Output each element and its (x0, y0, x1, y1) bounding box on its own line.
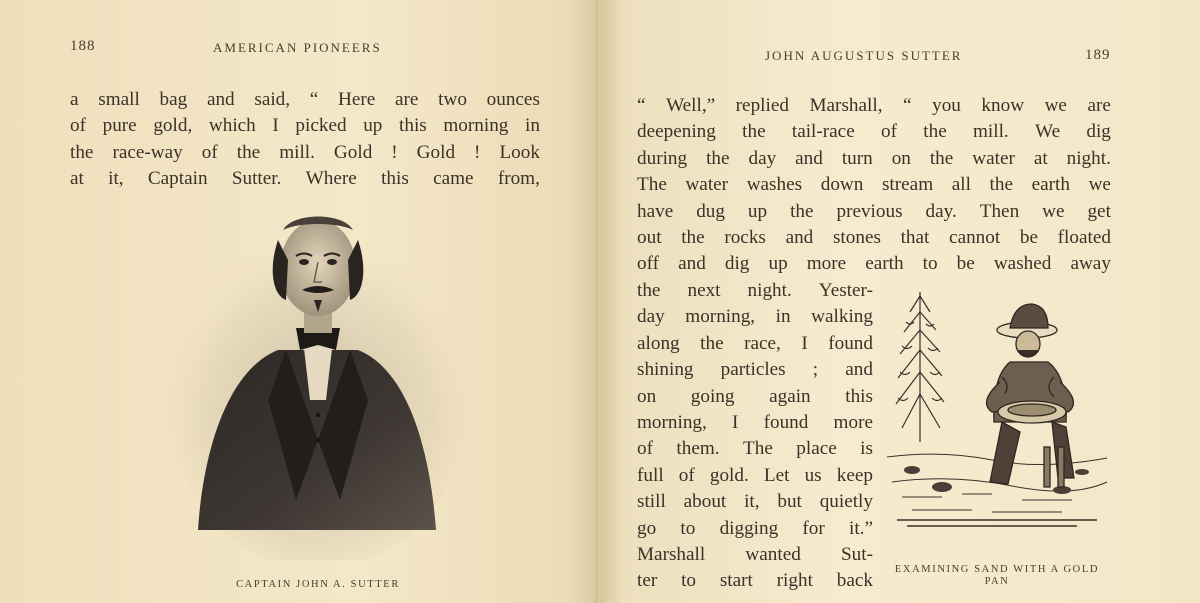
portrait-caption: CAPTAIN JOHN A. SUTTER (236, 579, 400, 590)
text-line: deepening the tail-race of the mill. We dig (637, 121, 1111, 143)
text-line: “ Well,” replied Marshall, “ you know we are (637, 95, 1111, 116)
text-line: shining particles ; and (637, 359, 873, 381)
text-line: have dug up the previous day. Then we get (637, 200, 1111, 222)
running-head: AMERICAN PIONEERS (213, 40, 382, 55)
left-body-text (70, 87, 540, 193)
text-line: Marshall wanted Sut- (637, 543, 873, 565)
text-line: at it, Captain Sutter. Where this came from, (70, 168, 540, 190)
text-line: the next night. Yester- (637, 280, 873, 301)
text-line: during the day and turn on the water at night. (637, 147, 1111, 169)
page-number: 188 (70, 38, 96, 54)
text-line: day morning, in walking (637, 306, 873, 328)
text-line: the race-way of the mill. Gold ! Gold ! Look (70, 141, 540, 163)
text-line: out the rocks and stones that cannot be floated (637, 226, 1111, 248)
text-line: full of gold. Let us keep (637, 464, 873, 486)
text-line: ter to start right back (637, 570, 873, 592)
portrait-of-captain-sutter (168, 200, 468, 560)
page-number: 189 (1085, 47, 1111, 63)
illustration-caption-line-2: PAN (984, 576, 1010, 587)
left-page (0, 0, 598, 603)
text-line: The water washes down stream all the earth we (637, 174, 1111, 196)
text-line: of pure gold, which I picked up this morning in (70, 115, 540, 137)
right-page (600, 0, 1200, 603)
right-body-text-wrapped (637, 278, 873, 595)
text-line: of them. The place is (637, 438, 873, 460)
illustration-caption (882, 564, 1112, 588)
illustration-caption-line-1: EXAMINING SAND WITH A GOLD (894, 564, 1100, 575)
text-line: go to digging for it.” (637, 517, 873, 539)
text-line: still about it, but quietly (637, 491, 873, 513)
running-head: JOHN AUGUSTUS SUTTER (765, 48, 963, 63)
text-line: on going again this (637, 385, 873, 407)
text-line: off and dig up more earth to be washed away (637, 253, 1111, 275)
illustration-gold-panning (882, 282, 1112, 554)
text-line: along the race, I found (637, 332, 873, 354)
text-line: morning, I found more (637, 411, 873, 433)
right-body-text (637, 93, 1111, 278)
text-line: a small bag and said, “ Here are two ounces (70, 89, 540, 110)
